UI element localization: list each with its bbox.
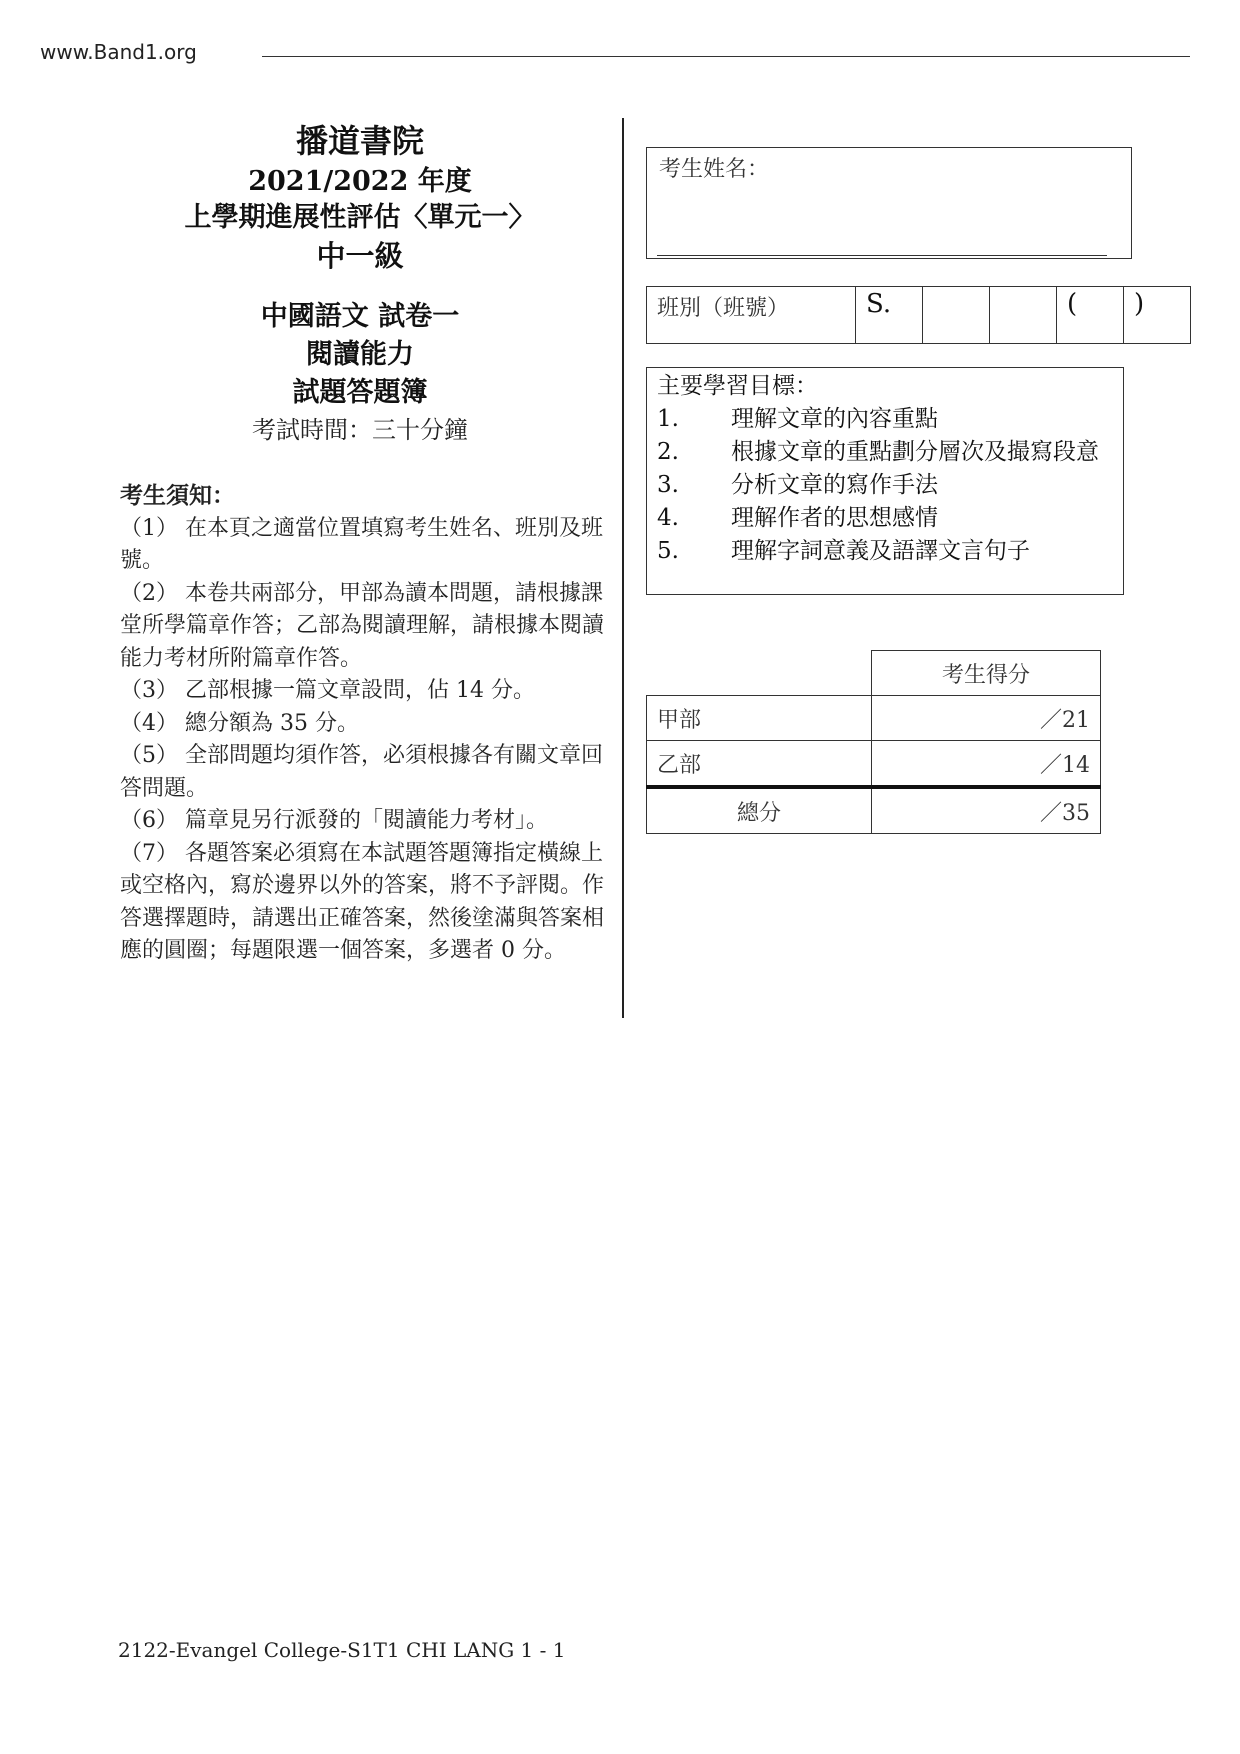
score-row-label: 乙部 — [647, 741, 872, 788]
instruction-item: （5） 全部問題均須作答，必須根據各有關文章回答問題。 — [120, 743, 603, 801]
score-row-label: 甲部 — [647, 696, 872, 741]
class-number-open-paren: ( — [1057, 287, 1124, 344]
instruction-item: （2） 本卷共兩部分，甲部為讀本問題，請根據課堂所學篇章作答；乙部為閱讀理解，請根據本閱讀能力考材所附篇章作答。 — [120, 580, 605, 671]
goal-text: 分析文章的寫作手法 — [731, 472, 938, 498]
score-total-value: ／35 — [872, 787, 1101, 834]
goal-number: 5. — [657, 538, 679, 564]
class-field-2[interactable] — [990, 287, 1057, 344]
instruction-item: （1） 在本頁之適當位置填寫考生姓名、班別及班號。 — [120, 515, 603, 573]
column-divider — [622, 118, 624, 1018]
learning-goal — [657, 436, 1113, 469]
goal-text: 理解字詞意義及語譯文言句子 — [731, 538, 1030, 564]
goal-number: 1. — [657, 406, 679, 432]
header-rule — [262, 56, 1190, 57]
candidate-instructions — [120, 480, 610, 968]
academic-year: 2021/2022 年度 — [248, 166, 472, 197]
instruction-item: （3） 乙部根據一篇文章設問，佔 14 分。 — [120, 678, 535, 703]
goal-text: 理解作者的思想感情 — [731, 505, 938, 531]
class-number-close-paren: ) — [1124, 287, 1191, 344]
score-header: 考生得分 — [872, 651, 1101, 696]
goal-number: 4. — [657, 505, 679, 531]
page-footer: 2122-Evangel College-S1T1 CHI LANG 1 - 1 — [118, 1638, 566, 1662]
learning-goals-box — [646, 367, 1124, 595]
goal-number: 3. — [657, 472, 679, 498]
assessment-name: 上學期進展性評估〈單元一〉 — [184, 202, 536, 233]
site-watermark: www.Band1.org — [40, 40, 197, 64]
school-name: 播道書院 — [295, 122, 424, 160]
paper-title: 閱讀能力 — [306, 339, 414, 370]
instruction-item: （7） 各題答案必須寫在本試題答題簿指定橫線上或空格內，寫於邊界以外的答案，將不予評閱。作答選擇題時，請選出正確答案，然後塗滿與答案相應的圓圈；每題限選一個答案，多選者 0 分。 — [120, 840, 605, 963]
goal-number: 2. — [657, 439, 679, 465]
class-label: 班別（班號） — [647, 287, 856, 344]
class-field-1[interactable] — [923, 287, 990, 344]
exam-duration: 考試時間：三十分鐘 — [252, 416, 468, 444]
learning-goal — [657, 403, 1113, 436]
learning-goals-heading: 主要學習目標： — [657, 373, 818, 399]
candidate-name-box[interactable] — [646, 147, 1132, 259]
learning-goal — [657, 502, 1113, 535]
class-prefix: S. — [856, 287, 923, 344]
title-block — [120, 118, 600, 448]
class-number-table — [646, 286, 1191, 344]
booklet-title: 試題答題簿 — [292, 377, 428, 408]
learning-goal — [657, 535, 1113, 568]
instructions-heading: 考生須知： — [120, 482, 235, 509]
subject-title: 中國語文 試卷一 — [260, 301, 460, 332]
grade-level: 中一級 — [316, 239, 404, 273]
score-total-label: 總分 — [647, 787, 872, 834]
instruction-item: （4） 總分額為 35 分。 — [120, 710, 359, 736]
candidate-name-field[interactable] — [657, 255, 1107, 256]
score-table — [646, 650, 1101, 834]
learning-goal — [657, 469, 1113, 502]
goal-text: 理解文章的內容重點 — [731, 406, 938, 432]
candidate-name-label: 考生姓名： — [659, 157, 770, 182]
score-row-value: ／21 — [872, 696, 1101, 741]
instruction-item: （6） 篇章見另行派發的「閱讀能力考材」。 — [120, 808, 548, 833]
goal-text: 根據文章的重點劃分層次及撮寫段意 — [731, 439, 1099, 465]
score-row-value: ／14 — [872, 741, 1101, 788]
